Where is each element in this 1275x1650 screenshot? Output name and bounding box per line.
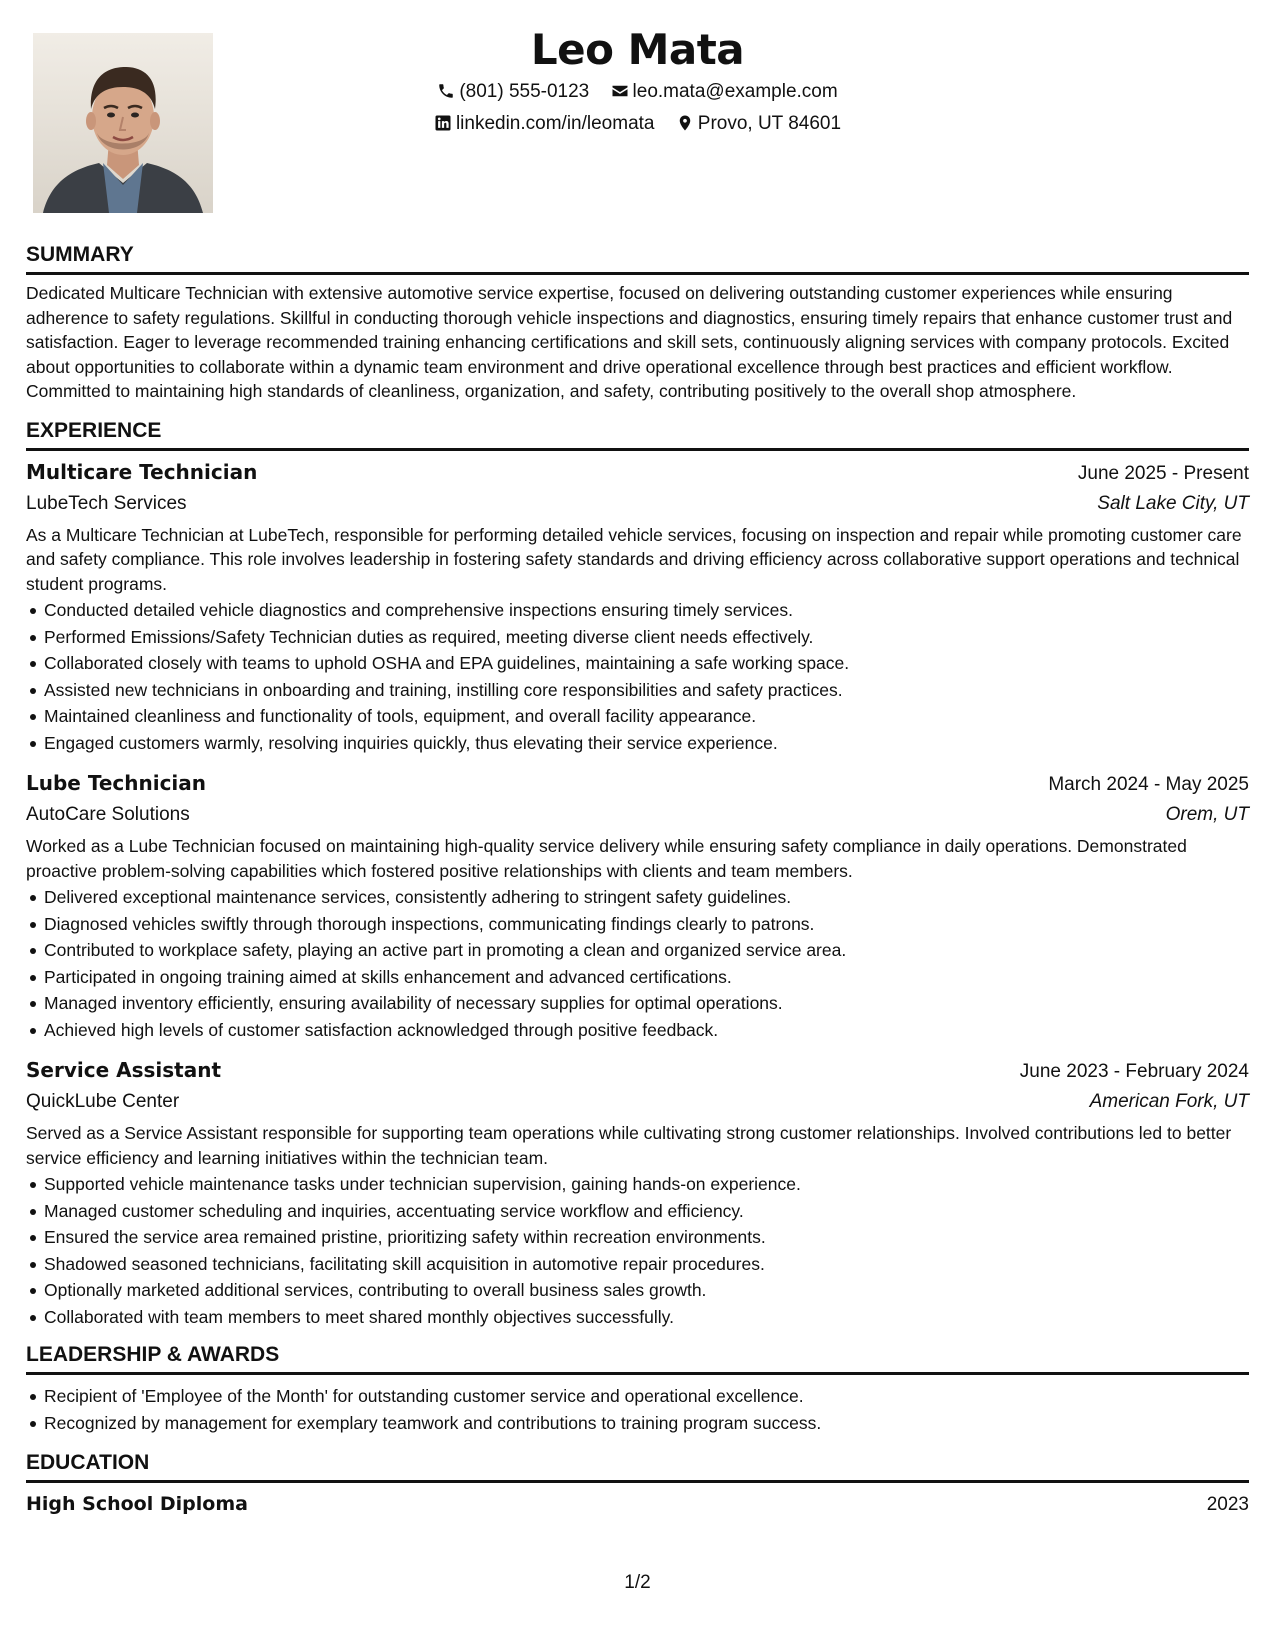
bullet-item: Delivered exceptional maintenance services, consistently adhering to stringent safety guidelines. bbox=[44, 884, 1249, 911]
bullet-item: Recipient of 'Employee of the Month' for outstanding customer service and operational excellence. bbox=[44, 1383, 1249, 1410]
bullet-item: Achieved high levels of customer satisfaction acknowledged through positive feedback. bbox=[44, 1017, 1249, 1044]
job-entry bbox=[26, 457, 1249, 757]
company-name: AutoCare Solutions bbox=[26, 804, 190, 825]
bullet-item: Supported vehicle maintenance tasks under technician supervision, gaining hands-on experience. bbox=[44, 1171, 1249, 1198]
job-title: Service Assistant bbox=[26, 1058, 222, 1082]
map-pin-icon bbox=[676, 114, 694, 132]
phone-contact[interactable] bbox=[437, 79, 589, 105]
linkedin-text: linkedin.com/in/leomata bbox=[455, 113, 655, 134]
bullet-item: Engaged customers warmly, resolving inquiries quickly, thus elevating their service experience. bbox=[44, 730, 1249, 757]
bullet-item: Contributed to workplace safety, playing an active part in promoting a clean and organized service area. bbox=[44, 937, 1249, 964]
job-bullets bbox=[26, 597, 1249, 756]
bullet-item: Performed Emissions/Safety Technician duties as required, meeting diverse client needs effectively. bbox=[44, 624, 1249, 651]
job-description: Served as a Service Assistant responsible for supporting team operations while cultivating strong customer relationships. Involved contributions led to better service efficiency and learning initiatives within the technician team. bbox=[26, 1123, 1232, 1168]
leadership-section bbox=[26, 1342, 1249, 1436]
phone-icon bbox=[437, 82, 455, 100]
experience-section bbox=[26, 418, 1249, 1331]
bullet-item: Managed customer scheduling and inquiries, accentuating service workflow and efficiency. bbox=[44, 1198, 1249, 1225]
email-text: leo.mata@example.com bbox=[632, 81, 838, 102]
leadership-bullets bbox=[26, 1383, 1249, 1436]
job-entry bbox=[26, 1055, 1249, 1330]
company-name: LubeTech Services bbox=[26, 492, 187, 514]
job-location: Salt Lake City, UT bbox=[1097, 492, 1249, 514]
resume-content bbox=[26, 242, 1249, 1534]
degree-title: High School Diploma bbox=[26, 1493, 248, 1515]
job-bullets bbox=[26, 884, 1249, 1043]
education-entry bbox=[26, 1489, 1249, 1520]
linkedin-contact[interactable] bbox=[434, 111, 655, 137]
bullet-item: Recognized by management for exemplary teamwork and contributions to training program success. bbox=[44, 1410, 1249, 1437]
bullet-item: Participated in ongoing training aimed at skills enhancement and advanced certifications. bbox=[44, 964, 1249, 991]
job-dates: June 2025 - Present bbox=[1077, 462, 1249, 484]
bullet-item: Diagnosed vehicles swiftly through thorough inspections, communicating findings clearly to patrons. bbox=[44, 911, 1249, 938]
job-title: Lube Technician bbox=[26, 771, 207, 795]
bullet-item: Assisted new technicians in onboarding and training, instilling core responsibilities and safety practices. bbox=[44, 677, 1249, 704]
leadership-heading: LEADERSHIP & AWARDS bbox=[26, 1342, 1249, 1375]
contact-line-1 bbox=[0, 79, 1275, 105]
bullet-item: Collaborated closely with teams to uphold OSHA and EPA guidelines, maintaining a safe working space. bbox=[44, 650, 1249, 677]
job-location: Orem, UT bbox=[1165, 804, 1249, 825]
location-text: Provo, UT 84601 bbox=[697, 113, 842, 134]
job-location: American Fork, UT bbox=[1089, 1091, 1249, 1112]
job-bullets bbox=[26, 1171, 1249, 1330]
bullet-item: Managed inventory efficiently, ensuring availability of necessary supplies for optimal operations. bbox=[44, 990, 1249, 1017]
job-dates: June 2023 - February 2024 bbox=[1019, 1061, 1249, 1082]
job-title: Multicare Technician bbox=[26, 459, 258, 484]
summary-heading: SUMMARY bbox=[26, 242, 1249, 275]
candidate-name: Leo Mata bbox=[530, 25, 745, 74]
job-description: As a Multicare Technician at LubeTech, responsible for performing detailed vehicle services, focusing on inspection and repair while promoting customer care and safety compliance. This role involves leadership in fostering safety standards and driving efficiency across collaborative support operations and technical student programs. bbox=[26, 524, 1242, 594]
contact-line-2 bbox=[0, 111, 1275, 137]
education-section bbox=[26, 1450, 1249, 1520]
phone-text: (801) 555-0123 bbox=[459, 81, 590, 102]
company-name: QuickLube Center bbox=[26, 1091, 180, 1112]
bullet-item: Shadowed seasoned technicians, facilitating skill acquisition in automotive repair procedures. bbox=[44, 1251, 1249, 1278]
job-description: Worked as a Lube Technician focused on maintaining high-quality service delivery while ensuring safety compliance in daily operations. Demonstrated proactive problem-solving capabilities which fostered positive relationships with clients and team members. bbox=[26, 836, 1187, 881]
bullet-item: Collaborated with team members to meet shared monthly objectives successfully. bbox=[44, 1304, 1249, 1331]
experience-heading: EXPERIENCE bbox=[26, 418, 1249, 451]
summary-section bbox=[26, 242, 1249, 404]
page-number: 1/2 bbox=[624, 1572, 651, 1593]
bullet-item: Ensured the service area remained pristine, prioritizing safety within recreation environments. bbox=[44, 1224, 1249, 1251]
bullet-item: Optionally marketed additional services, contributing to overall business sales growth. bbox=[44, 1277, 1249, 1304]
job-entry bbox=[26, 768, 1249, 1043]
education-heading: EDUCATION bbox=[26, 1450, 1249, 1483]
bullet-item: Maintained cleanliness and functionality of tools, equipment, and overall facility appearance. bbox=[44, 703, 1249, 730]
graduation-year: 2023 bbox=[1206, 1494, 1249, 1515]
envelope-icon bbox=[611, 82, 629, 100]
location-contact bbox=[676, 111, 841, 137]
bullet-item: Conducted detailed vehicle diagnostics and comprehensive inspections ensuring timely services. bbox=[44, 597, 1249, 624]
email-contact[interactable] bbox=[611, 79, 838, 105]
summary-text: Dedicated Multicare Technician with extensive automotive service expertise, focused on delivering outstanding customer experiences while ensuring adherence to safety regulations. Skillful in conducting thorough vehicle inspections and diagnostics, ensuring timely repairs that enhance customer trust and satisfaction. Eager to leverage recommended training enhancing certifications and skill sets, continuously aligning services with company protocols. Excited about opportunities to collaborate within a dynamic team environment and drive operational excellence through best practices and efficient workflow. Committed to maintaining high standards of cleanliness, organization, and safety, contributing positively to the overall shop atmosphere. bbox=[26, 283, 1233, 401]
linkedin-icon bbox=[434, 114, 452, 132]
job-dates: March 2024 - May 2025 bbox=[1048, 774, 1249, 795]
